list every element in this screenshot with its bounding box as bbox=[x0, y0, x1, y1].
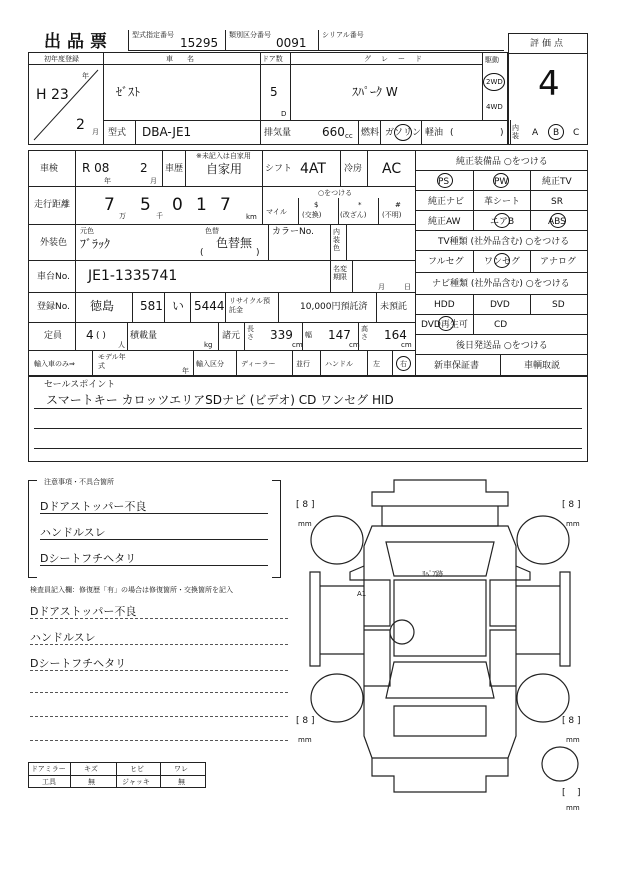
equip-abs-circle bbox=[550, 213, 566, 228]
import-label: 輸入車のみ⇒ bbox=[34, 360, 75, 368]
color-change: 色替無 bbox=[216, 236, 253, 250]
type-no-label: 型式指定番号 bbox=[132, 31, 174, 39]
reg-class: 581 bbox=[140, 299, 163, 313]
reg-place: 徳島 bbox=[90, 299, 115, 313]
form-title: 出品票 bbox=[44, 32, 113, 52]
chassis-no: JE1-1335741 bbox=[88, 268, 178, 284]
drive-label: 駆動 bbox=[485, 56, 499, 64]
color: ﾌﾞﾗｯｸ bbox=[80, 237, 111, 251]
import-cat-label: 輸入区分 bbox=[196, 360, 224, 368]
model: DBA-JE1 bbox=[142, 125, 192, 139]
caution-line-1: Dドアストッパー不良 bbox=[40, 501, 268, 514]
int-color-label: 内装色 bbox=[333, 228, 340, 252]
car-name: ｾﾞｽﾄ bbox=[116, 85, 141, 99]
first-reg-year: H 23 bbox=[36, 87, 69, 103]
model-year-label: モデル年式 bbox=[98, 353, 126, 370]
mileage-digit-5: 7 bbox=[220, 195, 231, 215]
equip-title: 純正装備品 ○をつける bbox=[456, 157, 548, 167]
doors: 5 bbox=[270, 85, 278, 99]
length: 339 bbox=[270, 328, 293, 342]
grade: ｽﾊﾟｰｸ W bbox=[352, 85, 398, 99]
panel-mark: A1 bbox=[357, 590, 367, 598]
history-label: 車歴 bbox=[165, 164, 184, 174]
first-reg-month: 2 bbox=[76, 117, 85, 133]
history-note: ※未記入は自家用 bbox=[196, 152, 251, 160]
tread-fl: [ 8 ] bbox=[296, 500, 315, 510]
fuel-circle bbox=[394, 124, 412, 141]
fuel-gasoline: ガソリン bbox=[385, 128, 422, 138]
equip-pw-circle bbox=[493, 173, 509, 188]
capacity-label: 定員 bbox=[44, 331, 63, 341]
inspector-line-2: ハンドルスレ bbox=[30, 632, 288, 645]
caution-label: 注意事項・不具合箇所 bbox=[44, 478, 114, 486]
mileage-digit-4: 1 bbox=[196, 195, 207, 215]
score-label: 評価点 bbox=[530, 39, 567, 49]
mileage-digit-3: 0 bbox=[172, 195, 183, 215]
type-no: 15295 bbox=[180, 36, 219, 50]
ac: AC bbox=[382, 161, 402, 177]
shift-label: シフト bbox=[265, 164, 293, 174]
grade-label: グレード bbox=[364, 55, 432, 63]
class-no: 0091 bbox=[276, 36, 307, 50]
sales-label: セールスポイント bbox=[44, 380, 116, 390]
reg-num: 5444 bbox=[194, 299, 225, 313]
tread-spare: [ ] bbox=[562, 788, 581, 798]
caution-line-3: Dシートフチヘタリ bbox=[40, 553, 268, 566]
first-reg-label: 初年度登録 bbox=[44, 55, 79, 63]
chassis-label: 車台No. bbox=[37, 272, 70, 282]
color-no-label: カラーNo. bbox=[272, 227, 314, 237]
name-change-label: 名変期限 bbox=[333, 265, 347, 281]
car-diagram bbox=[290, 476, 590, 816]
caution-line-2: ハンドルスレ bbox=[40, 527, 268, 540]
class-no-label: 類別区分番号 bbox=[229, 31, 271, 39]
serial-label: シリアル番号 bbox=[322, 31, 364, 39]
car-name-label: 車名 bbox=[166, 55, 208, 63]
later-title: 後日発送品 ○をつける bbox=[456, 341, 548, 351]
width: 147 bbox=[328, 328, 351, 342]
model-label: 型式 bbox=[108, 128, 127, 138]
recycle-label: リサイクル預託金 bbox=[229, 297, 271, 314]
repair-mark: ﾘﾍﾟｱ跡 bbox=[422, 570, 443, 578]
tread-rl: [ 8 ] bbox=[296, 716, 315, 726]
drive-4wd: 4WD bbox=[486, 103, 503, 111]
mileage-digit-2: 5 bbox=[140, 195, 151, 215]
inspection-label: 車検 bbox=[40, 164, 59, 174]
not-deposited: 未預託 bbox=[380, 302, 408, 312]
inspector-line-3: Dシートフチヘタリ bbox=[30, 658, 288, 671]
dims-label: 諸元 bbox=[222, 331, 241, 341]
inspection-month: 2 bbox=[140, 161, 148, 175]
tv-title: TV種類 (社外品含む) ○をつける bbox=[438, 237, 570, 247]
shift: 4AT bbox=[300, 161, 326, 177]
equip-airbag-circle bbox=[494, 213, 510, 228]
inspector-label: 検査員記入欄：修復歴「有」の場合は修復箇所・交換箇所を記入 bbox=[30, 586, 233, 594]
equip-ps-circle bbox=[437, 173, 453, 188]
mileage-digit-1: 7 bbox=[104, 195, 115, 215]
navi-title: ナビ種類 (社外品含む) ○をつける bbox=[432, 279, 570, 289]
doors-label: ドア数 bbox=[262, 55, 283, 63]
color-label: 外装色 bbox=[40, 238, 68, 248]
navi-dvd-circle bbox=[438, 316, 454, 331]
ac-label: 冷房 bbox=[344, 164, 363, 174]
drive-2wd: 2WD bbox=[486, 78, 503, 86]
tv-oneseg-circle bbox=[494, 253, 510, 268]
inspection-value: R 08 bbox=[82, 161, 110, 175]
height: 164 bbox=[384, 328, 407, 342]
interior-label: 内装 bbox=[512, 124, 519, 140]
reg-kana: い bbox=[172, 299, 185, 313]
history-value: 自家用 bbox=[206, 162, 243, 176]
displacement: 660 bbox=[322, 125, 345, 139]
inspector-line-1: Dドアストッパー不良 bbox=[30, 606, 288, 619]
fuel-diesel: 軽油 bbox=[425, 128, 444, 138]
mileage-label: 走行距離 bbox=[34, 200, 71, 210]
recycle-value: 10,000円預託済 bbox=[300, 302, 368, 312]
tread-rr: [ 8 ] bbox=[562, 716, 581, 726]
displacement-label: 排気量 bbox=[264, 128, 292, 138]
score-value: 4 bbox=[538, 64, 560, 104]
tread-fr: [ 8 ] bbox=[562, 500, 581, 510]
capacity: 4 bbox=[86, 328, 94, 342]
mileage-note: ○をつける bbox=[318, 189, 353, 197]
sales-text: スマートキー カロッツエリアSDナビ (ビデオ) CD ワンセグ HID bbox=[46, 393, 394, 407]
load-label: 積載量 bbox=[130, 331, 158, 341]
fuel-label: 燃料 bbox=[361, 128, 380, 138]
reg-label: 登録No. bbox=[37, 302, 70, 312]
